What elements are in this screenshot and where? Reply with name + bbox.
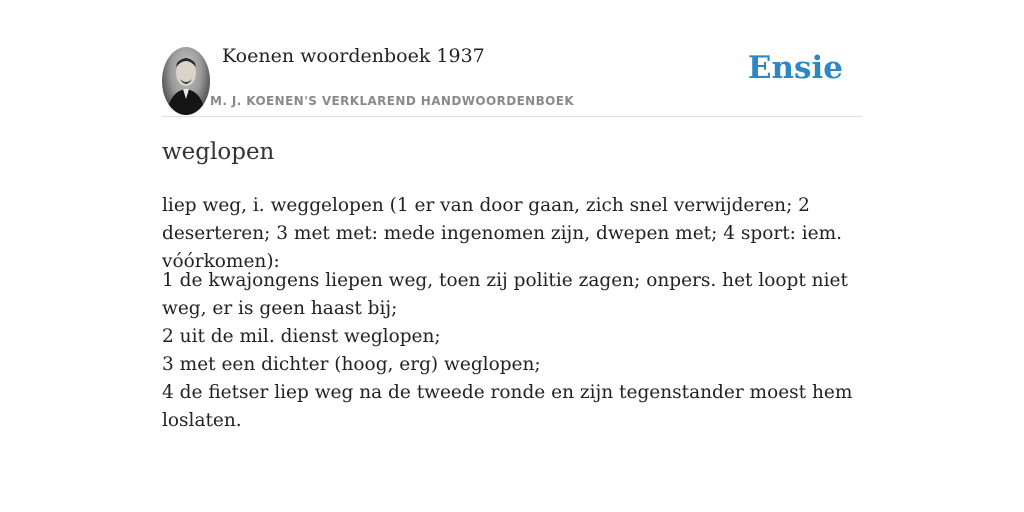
site-title[interactable]: Koenen woordenboek 1937 bbox=[222, 45, 485, 67]
dictionary-header bbox=[162, 0, 862, 117]
entry-examples bbox=[162, 267, 862, 435]
brand-logo-link[interactable]: Ensie bbox=[747, 50, 843, 86]
example-line: 1 de kwajongens liepen weg, toen zij politie zagen; onpers. het loopt niet weg, er is geen haast bij; bbox=[162, 270, 848, 319]
example-line: 4 de fietser liep weg na de tweede ronde en zijn tegenstander moest hem loslaten. bbox=[162, 382, 853, 431]
example-line: 2 uit de mil. dienst weglopen; bbox=[162, 326, 441, 347]
author-portrait-icon bbox=[162, 47, 210, 115]
entry-definition: liep weg, i. weggelopen (1 er van door gaan, zich snel verwijderen; 2 deserteren; 3 met met: mede ingenomen zijn, dwepen met; 4 sport: iem. vóórkomen): bbox=[162, 195, 843, 272]
site-subtitle: M. J. KOENEN'S VERKLAREND HANDWOORDENBOEK bbox=[210, 94, 575, 108]
example-line: 3 met een dichter (hoog, erg) weglopen; bbox=[162, 354, 541, 375]
page bbox=[162, 0, 862, 431]
entry-headword: weglopen bbox=[162, 139, 275, 165]
